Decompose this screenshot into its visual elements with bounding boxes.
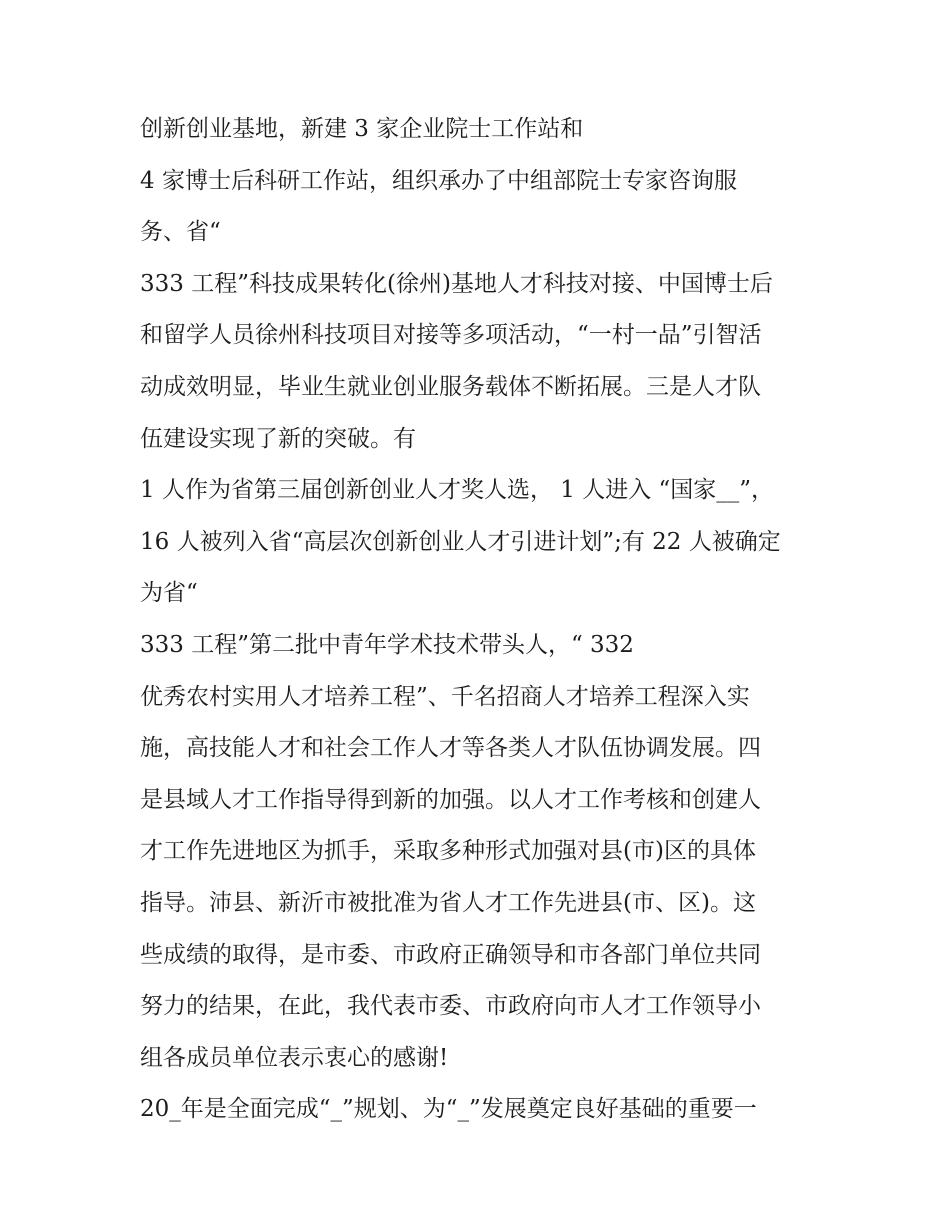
text-line: 创新创业基地，新建 3 家企业院士工作站和 bbox=[140, 116, 584, 142]
text-line: 为省“ bbox=[140, 580, 198, 607]
text-line: 组各成员单位表示衷心的感谢! bbox=[140, 1044, 449, 1071]
document-body bbox=[140, 110, 830, 1142]
text-line: 20_年是全面完成“_”规划、为“_”发展奠定良好基础的重要一 bbox=[140, 1096, 757, 1123]
text-line: 4 家博士后科研工作站，组织承办了中组部院士专家咨询服 bbox=[140, 167, 737, 194]
text-line: 1 人作为省第三届创新创业人才奖人选， 1 人进入 “国家__”， bbox=[140, 477, 775, 504]
text-line: 333 工程”第二批中青年学术技术带头人，“ 332 bbox=[140, 631, 634, 658]
text-line: 指导。沛县、新沂市被批准为省人才工作先进县(市、区)。这 bbox=[140, 889, 756, 916]
text-line: 伍建设实现了新的突破。有 bbox=[140, 425, 416, 452]
text-line: 才工作先进地区为抓手，采取多种形式加强对县(市)区的具体 bbox=[140, 838, 756, 865]
text-line: 努力的结果，在此，我代表市委、市政府向市人才工作领导小 bbox=[140, 993, 761, 1020]
text-line: 16 人被列入省“高层次创新创业人才引进计划”;有 22 人被确定 bbox=[140, 528, 781, 555]
text-line: 是县域人才工作指导得到新的加强。以人才工作考核和创建人 bbox=[140, 786, 761, 813]
text-line: 施，高技能人才和社会工作人才等各类人才队伍协调发展。四 bbox=[140, 735, 761, 762]
text-line: 和留学人员徐州科技项目对接等多项活动，“一村一品”引智活 bbox=[140, 322, 762, 349]
text-line: 动成效明显，毕业生就业创业服务载体不断拓展。三是人才队 bbox=[140, 373, 761, 400]
text-line: 些成绩的取得，是市委、市政府正确领导和市各部门单位共同 bbox=[140, 941, 761, 968]
text-line: 务、省“ bbox=[140, 219, 221, 246]
text-line: 优秀农村实用人才培养工程”、千名招商人才培养工程深入实 bbox=[140, 683, 750, 710]
text-line: 333 工程”科技成果转化(徐州)基地人才科技对接、中国博士后 bbox=[140, 270, 773, 297]
